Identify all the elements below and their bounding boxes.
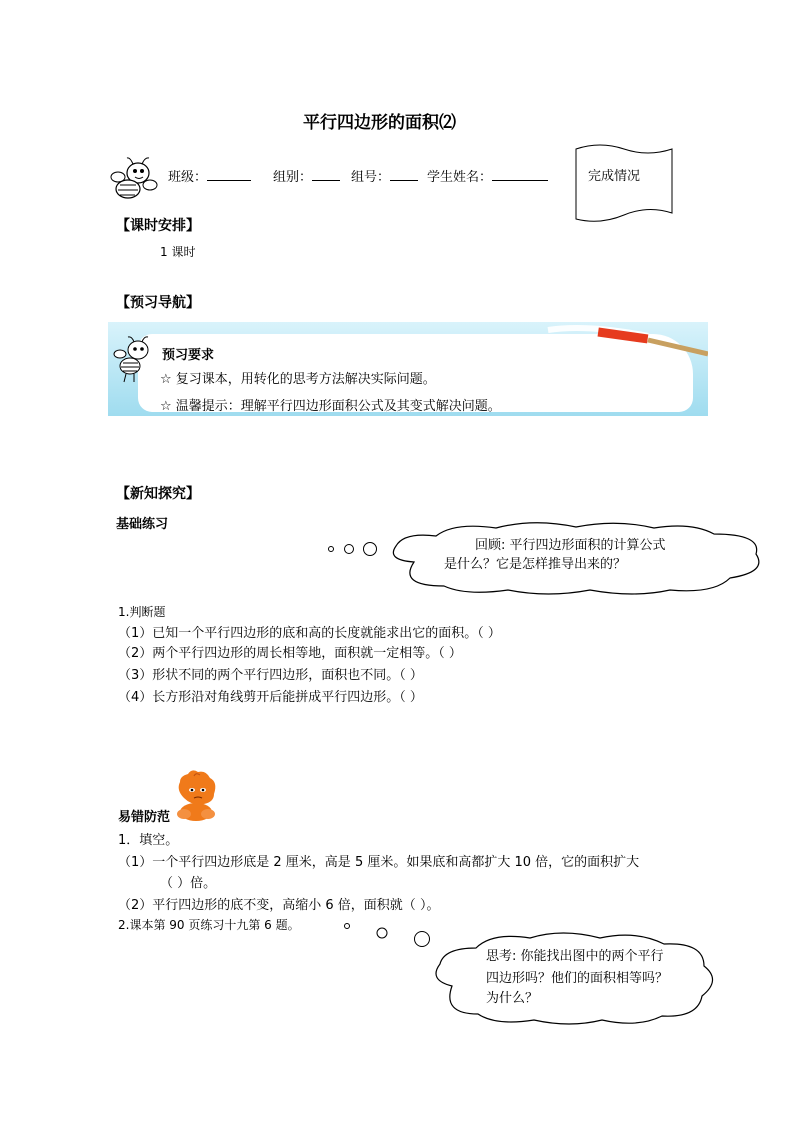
thought-bubbles [325,540,385,560]
fill-q1-line2: （ ）倍。 [160,876,217,891]
group-field [273,166,340,185]
preview-item-2 [160,395,501,414]
fill-q2: （2）平行四边形的底不变，高缩小 6 倍，面积就（ ）。 [118,898,440,913]
question-2: （2）两个平行四边形的周长相等地，面积就一定相等。（ ） [118,646,462,661]
preview-item-text: 复习课本，用转化的思考方法解决实际问题。 [175,372,436,387]
student-name-field [427,166,548,185]
cloud-2-line-3: 为什么？ [486,991,539,1006]
cloud-1-line-1: 回顾: 平行四边形面积的计算公式 [475,538,666,553]
thought-cloud-2 [430,930,720,1028]
preview-heading: 【预习导航】 [116,295,200,311]
preview-item-1 [160,368,436,387]
schedule-content: 1 课时 [160,245,196,259]
bee-icon [112,336,156,396]
star-icon: ☆ [160,399,172,414]
thought-bubbles [340,918,440,948]
preview-item-text: 温馨提示：理解平行四边形面积公式及其变式解决问题。 [175,399,501,414]
mistakes-heading: 易错防范 [118,810,171,825]
question-title: 1.判断题 [118,605,166,619]
fill-title: 1．填空。 [118,833,179,848]
textbook-exercise: 2.课本第 90 页练习十九第 6 题。 [118,918,300,932]
question-3: （3）形状不同的两个平行四边形，面积也不同。（ ） [118,668,423,683]
explore-subheading: 基础练习 [116,517,169,532]
star-icon: ☆ [160,372,172,387]
schedule-heading: 【课时安排】 [116,218,200,234]
completion-label: 完成情况 [588,169,641,184]
thought-cloud-1 [384,520,768,596]
group-label: 组别： [273,170,313,185]
student-name-label: 学生姓名： [427,170,493,185]
page-title: 平行四边形的面积⑵ [303,113,456,133]
explore-heading: 【新知探究】 [116,486,200,502]
group-no-label: 组号： [351,170,391,185]
mascot-icon [170,768,220,824]
preview-box-title: 预习要求 [162,348,215,363]
cloud-1-line-2: 是什么？它是怎样推导出来的？ [444,557,627,572]
question-1: （1）已知一个平行四边形的底和高的长度就能求出它的面积。（ ） [118,626,501,641]
bee-icon [108,155,160,205]
class-field [168,166,251,185]
class-label: 班级： [168,170,208,185]
pencil-icon [528,322,708,362]
completion-box [575,143,673,225]
question-4: （4）长方形沿对角线剪开后能拼成平行四边形。（ ） [118,690,423,705]
group-no-field [351,166,418,185]
cloud-2-line-1: 思考: 你能找出图中的两个平行 [486,949,664,964]
fill-q1-line1: （1）一个平行四边形底是 2 厘米，高是 5 厘米。如果底和高都扩大 10 倍，它的面积扩大 [118,855,640,870]
cloud-2-line-2: 四边形吗？他们的面积相等吗？ [486,971,669,986]
